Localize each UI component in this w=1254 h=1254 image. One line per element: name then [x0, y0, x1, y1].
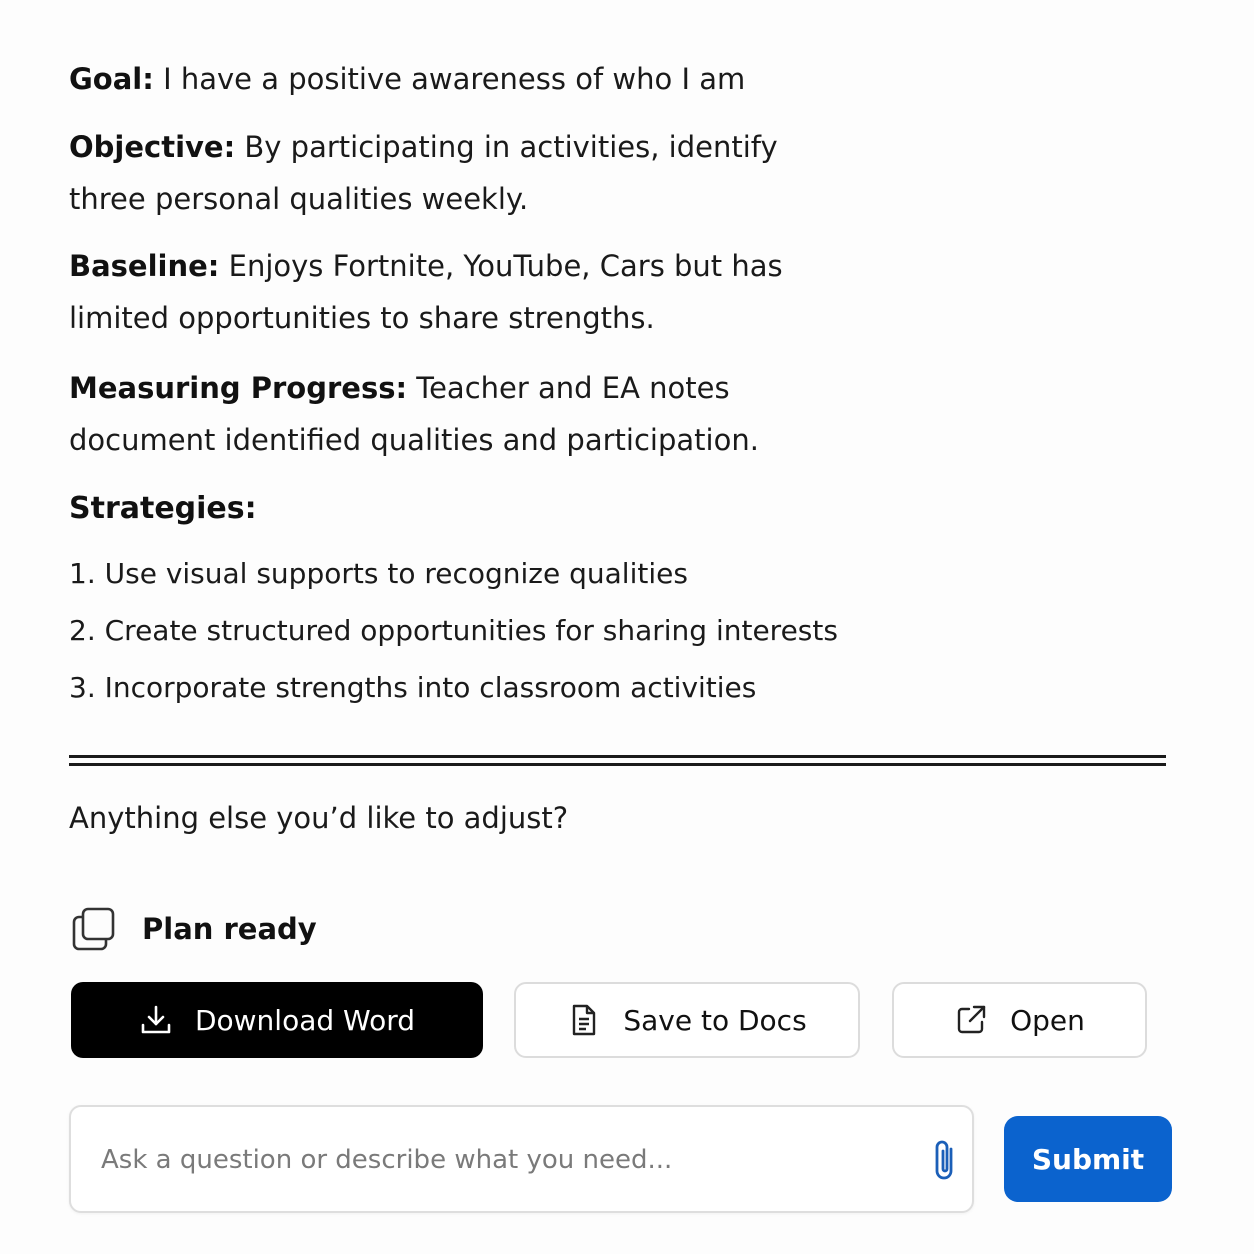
external-link-icon [954, 1003, 988, 1037]
objective-text: By participating in activities, identify three personal qualities weekly. [69, 130, 778, 216]
strategies-heading: Strategies: [69, 491, 257, 526]
save-to-docs-label: Save to Docs [623, 1003, 807, 1037]
goal-label: Goal: [69, 62, 154, 96]
goal-line [69, 53, 829, 105]
strategy-list [69, 548, 838, 719]
baseline-line [69, 240, 829, 344]
measuring-progress-label: Measuring Progress: [69, 371, 408, 405]
objective-line [69, 121, 829, 225]
open-button[interactable] [892, 982, 1147, 1058]
document-icon [567, 1003, 601, 1037]
strategy-item: 2. Create structured opportunities for sharing interests [69, 614, 838, 647]
baseline-text: Enjoys Fortnite, YouTube, Cars but has limited opportunities to share strengths. [69, 249, 783, 335]
chat-composer [69, 1105, 974, 1213]
download-word-button[interactable] [71, 982, 483, 1058]
download-icon [139, 1003, 173, 1037]
strategy-item: 1. Use visual supports to recognize qualities [69, 557, 688, 590]
divider [69, 755, 1166, 766]
strategy-item: 3. Incorporate strengths into classroom activities [69, 671, 757, 704]
question-input[interactable] [99, 1107, 903, 1213]
download-word-label: Download Word [194, 1003, 416, 1037]
measuring-progress-text: Teacher and EA notes document identified qualities and participation. [69, 371, 759, 457]
goal-text: I have a positive awareness of who I am [163, 62, 746, 96]
save-to-docs-button[interactable] [514, 982, 860, 1058]
plan-ready-label: Plan ready [142, 912, 317, 946]
plan-ready-status [70, 904, 317, 954]
paperclip-icon[interactable] [923, 1135, 967, 1187]
baseline-label: Baseline: [69, 249, 220, 283]
followup-question: Anything else you’d like to adjust? [69, 801, 569, 835]
open-label: Open [1010, 1003, 1085, 1037]
submit-button[interactable]: Submit [1004, 1116, 1172, 1202]
objective-label: Objective: [69, 130, 236, 164]
copy-icon[interactable] [70, 905, 118, 953]
measuring-progress-line [69, 362, 789, 466]
